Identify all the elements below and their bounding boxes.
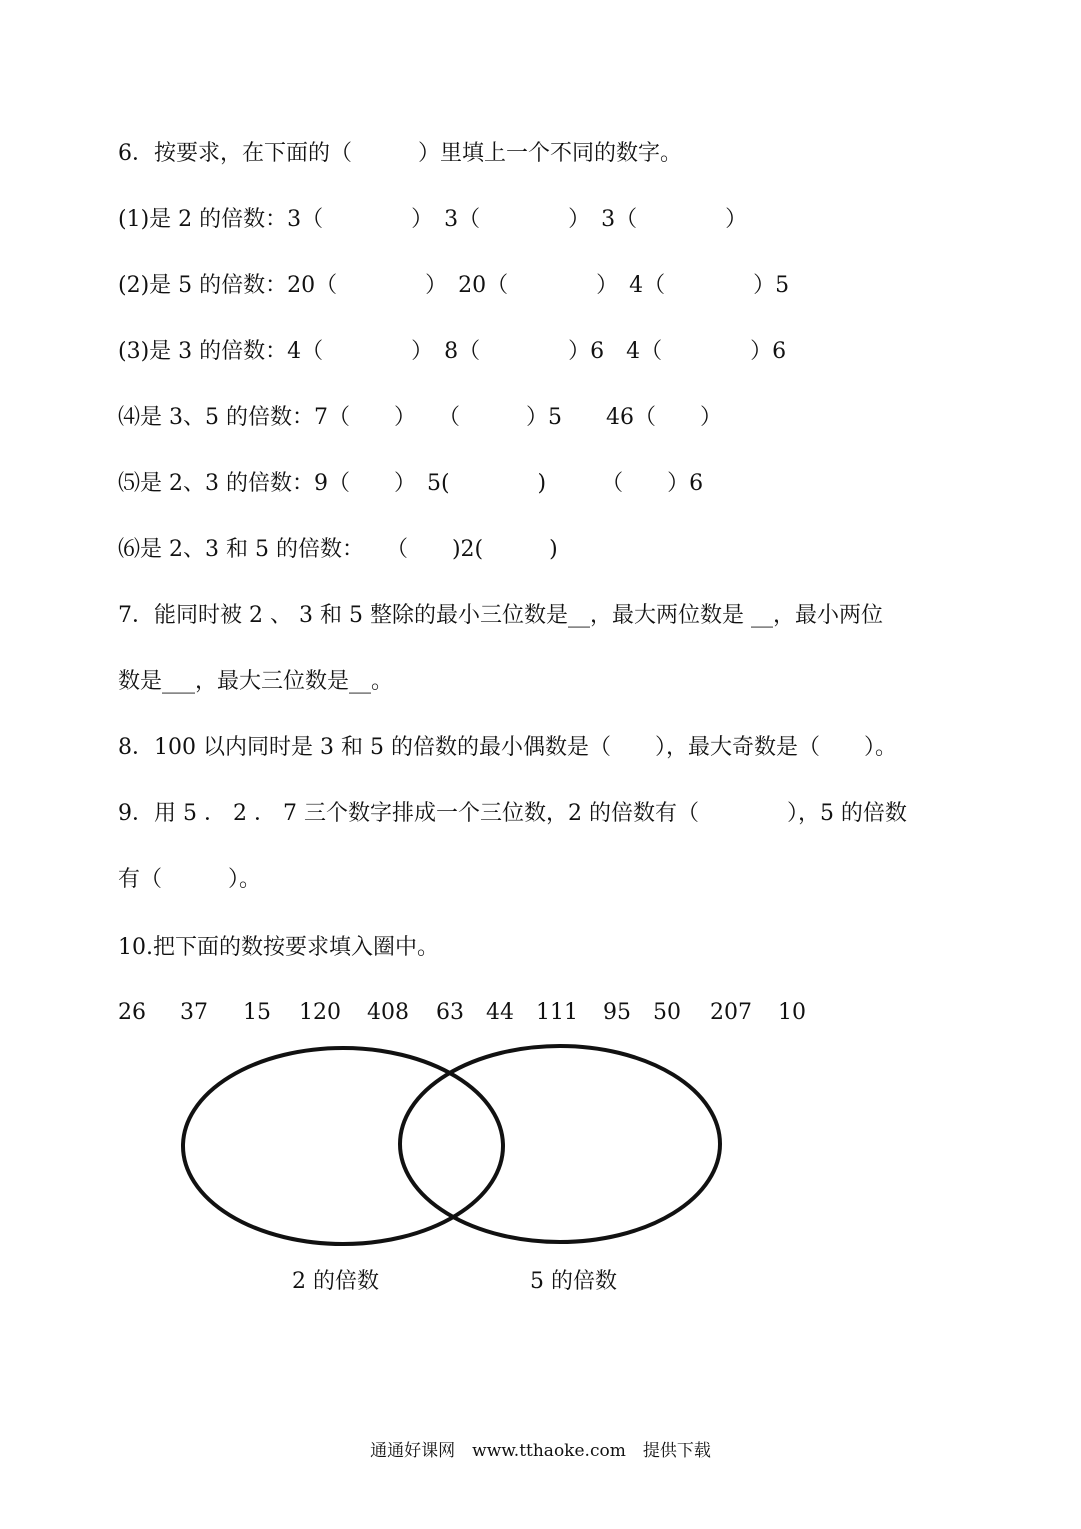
number-item: 26 [118, 1000, 146, 1025]
q6-item-2: (2)是 5 的倍数：20（ ） 20（ ） 4（ ）5 [118, 273, 790, 298]
q7-line-2: 数是___，最大三位数是__。 [118, 669, 394, 694]
left-circle-label: 2 的倍数 [292, 1269, 379, 1294]
left-circle [183, 1048, 503, 1244]
q8-line: 8．100 以内同时是 3 和 5 的倍数的最小偶数是（ ），最大奇数是（ ）。 [118, 735, 897, 760]
q9-line-1: 9．用 5 ． 2 ． 7 三个数字排成一个三位数，2 的倍数有（ ），5 的倍数 [118, 801, 907, 826]
number-item: 111 [536, 1000, 578, 1025]
number-item: 50 [653, 1000, 681, 1025]
number-item: 44 [486, 1000, 514, 1025]
right-circle-label: 5 的倍数 [530, 1269, 617, 1294]
number-item: 10 [778, 1000, 806, 1025]
q10-number-list [118, 1000, 838, 1028]
q10-title: 10.把下面的数按要求填入圈中。 [118, 935, 439, 960]
right-circle [400, 1046, 720, 1242]
number-item: 63 [436, 1000, 464, 1025]
footer-watermark: 通通好课网 www.tthaoke.com 提供下载 [370, 1441, 711, 1461]
q7-line-1: 7．能同时被 2 、 3 和 5 整除的最小三位数是__，最大两位数是 __，最小两位 [118, 603, 883, 628]
number-item: 120 [299, 1000, 341, 1025]
q6-item-3: (3)是 3 的倍数：4（ ） 8（ ）6 4（ ）6 [118, 339, 787, 364]
number-item: 95 [603, 1000, 631, 1025]
number-item: 15 [243, 1000, 271, 1025]
number-item: 207 [710, 1000, 752, 1025]
q6-item-4: ⑷是 3、5 的倍数：7（ ） （ ）5 46（ ） [118, 405, 722, 430]
venn-diagram [170, 1040, 750, 1260]
q6-item-6: ⑹是 2、3 和 5 的倍数： （ )2( ) [118, 537, 558, 562]
number-item: 37 [180, 1000, 208, 1025]
q6-item-1: (1)是 2 的倍数：3（ ） 3（ ） 3（ ） [118, 207, 748, 232]
q6-title: 6．按要求，在下面的（ ）里填上一个不同的数字。 [118, 141, 682, 166]
q6-item-5: ⑸是 2、3 的倍数：9（ ） 5( ) （ ）6 [118, 471, 704, 496]
number-item: 408 [367, 1000, 409, 1025]
q9-line-2: 有（ ）。 [118, 867, 262, 892]
